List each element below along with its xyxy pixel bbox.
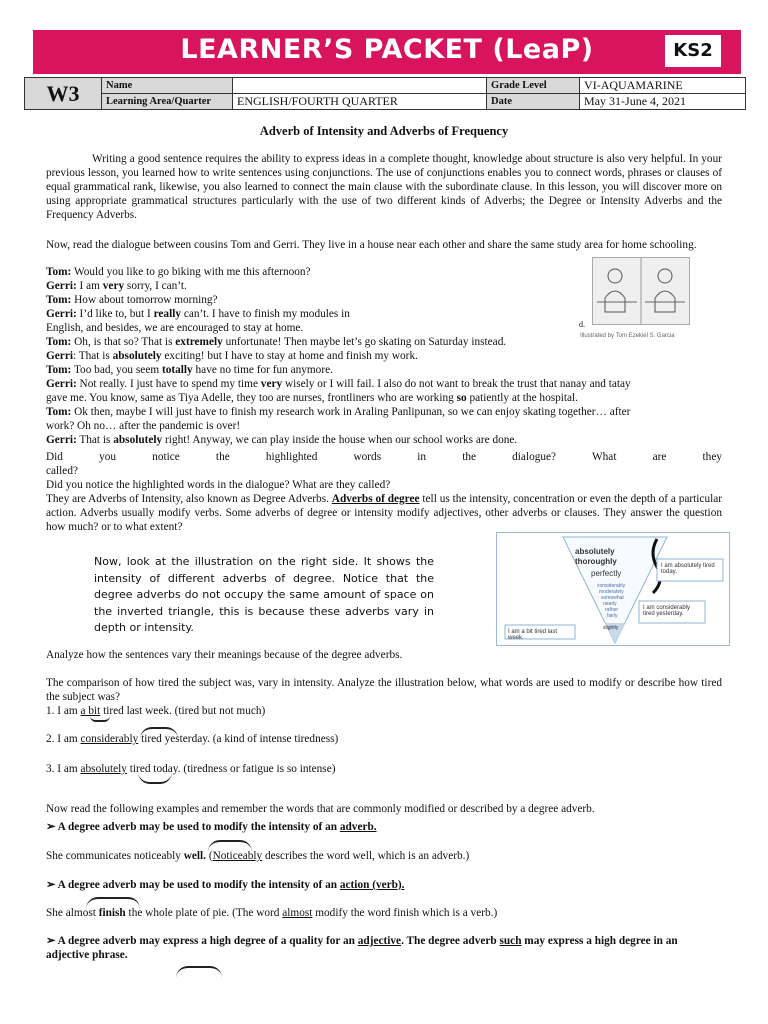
dialogue-line bbox=[46, 293, 218, 307]
analyze-text: Analyze how the sentences vary their meanings because of the degree adverbs. bbox=[46, 649, 403, 661]
dialogue-post: have no time for fun anymore. bbox=[192, 364, 333, 376]
dialogue-line bbox=[46, 433, 517, 447]
example-1 bbox=[46, 849, 469, 863]
dialogue-bold: very bbox=[102, 280, 125, 292]
example-sentence bbox=[46, 704, 265, 718]
grade-label: Grade Level bbox=[487, 78, 580, 94]
dialogue-line bbox=[46, 279, 187, 293]
notice-question-repeat: Did you notice the highlighted words in the dialogue? What are they called? bbox=[46, 479, 391, 491]
def-post: tell us the intensity, concentration or even the depth of a particular action. Adverbs usually modify verbs. Some adverbs of degree or intensity modify adjectives, other adverbs or clauses. They answer the question how much? or to what extent? bbox=[46, 493, 723, 533]
dialogue-post: exciting! but I have to stay at home and finish my work. bbox=[161, 350, 418, 362]
tri-mid-word: rather bbox=[605, 607, 619, 613]
dialogue-line bbox=[46, 405, 630, 419]
example-pre: 3. I am bbox=[46, 763, 81, 775]
adverbs-definition bbox=[46, 492, 722, 534]
dialogue-pre: English, and besides, we are encouraged to stay at home. bbox=[46, 322, 304, 334]
dialogue-speaker: Gerri: bbox=[46, 280, 77, 292]
dialogue-line bbox=[46, 349, 418, 363]
date-label: Date bbox=[487, 94, 580, 110]
dialogue-line bbox=[46, 265, 311, 279]
ex1-pre: She communicates noticeably bbox=[46, 850, 184, 862]
read-dialogue-text: Now, read the dialogue between cousins Tom and Gerri. They live in a house near each other and share the same study area for home schooling. bbox=[46, 239, 697, 251]
rule3-post: may express a high degree in an adjective phrase. bbox=[46, 935, 678, 961]
dialogue-speaker: Tom: bbox=[46, 294, 72, 306]
tri-mid-word: fairly bbox=[607, 613, 618, 619]
dialogue-pre: : That is bbox=[72, 350, 113, 362]
dialogue-speaker: Tom: bbox=[46, 266, 72, 278]
packet-title: LEARNER’S PACKET (LeaP) bbox=[180, 34, 594, 65]
example-sentence bbox=[46, 762, 335, 776]
rule3-pre: ➢ A degree adverb may express a high degree of a quality for an bbox=[46, 935, 358, 947]
area-label: Learning Area/Quarter bbox=[102, 94, 233, 110]
example-adv: absolutely bbox=[80, 763, 127, 775]
dialogue-pre: That is bbox=[76, 434, 114, 446]
tri-box3: I am a bit tired last week. bbox=[508, 629, 558, 641]
example-adv: a bit bbox=[80, 705, 101, 717]
ex1-u: Noticeably bbox=[212, 850, 263, 862]
dialogue-pre: Not really. I just have to spend my time bbox=[76, 378, 261, 390]
dialogue-speaker: Gerri bbox=[46, 350, 73, 362]
tri-mid-word: considerably bbox=[597, 583, 626, 589]
dialogue-bold: totally bbox=[161, 364, 193, 376]
dialogue-pre: gave me. You know, same as Tiya Adelle, they too are nurses, frontliners who are working bbox=[46, 392, 457, 404]
dialogue-post: patiently at the hospital. bbox=[466, 392, 579, 404]
tri-mid-word: nearly bbox=[603, 601, 617, 607]
arc-1 bbox=[90, 716, 110, 722]
example-post: tired today. (tiredness or fatigue is so intense) bbox=[126, 763, 336, 775]
rule-1 bbox=[46, 820, 377, 834]
ks2-badge: KS2 bbox=[665, 35, 721, 67]
rule3-u2: such bbox=[499, 935, 522, 947]
dialogue-speaker: Gerri: bbox=[46, 308, 77, 320]
dialogue-bold: very bbox=[260, 378, 283, 390]
arc-2 bbox=[140, 727, 178, 739]
example-adv: considerably bbox=[80, 733, 139, 745]
dialogue-pre: Would you like to go biking with me this afternoon? bbox=[71, 266, 311, 278]
cousins-illustration bbox=[592, 257, 690, 325]
def-bold: Adverbs of degree bbox=[331, 493, 420, 505]
illus-mark: d. bbox=[579, 320, 585, 329]
now-read-text: Now read the following examples and remember the words that are commonly modified or described by a degree adverb. bbox=[46, 803, 595, 815]
dialogue-pre: work? Oh no… after the pandemic is over! bbox=[46, 420, 241, 432]
rule-3 bbox=[46, 934, 722, 962]
ex1-bold: well. bbox=[183, 850, 207, 862]
dialogue-pre: Too bad, you seem bbox=[71, 364, 162, 376]
tri-top3: perfectly bbox=[591, 569, 622, 578]
rule2-pre: ➢ A degree adverb may be used to modify the intensity of an bbox=[46, 879, 340, 891]
grade-value: VI-AQUAMARINE bbox=[580, 78, 746, 94]
dialogue-line bbox=[46, 307, 350, 321]
tri-mid-word: somewhat bbox=[601, 595, 624, 601]
arc-3 bbox=[138, 772, 172, 784]
dialogue-speaker: Gerri: bbox=[46, 378, 77, 390]
example-post: tired yesterday. (a kind of intense tiredness) bbox=[138, 733, 339, 745]
dialogue-bold: really bbox=[153, 308, 182, 320]
dialogue-pre: I’d like to, but I bbox=[76, 308, 154, 320]
ex2-pre: She almost bbox=[46, 907, 99, 919]
dialogue-line bbox=[46, 335, 506, 349]
dialogue-speaker: Gerri: bbox=[46, 434, 77, 446]
rule3-u: adjective bbox=[357, 935, 402, 947]
dialogue-speaker: Tom: bbox=[46, 406, 72, 418]
rule-2 bbox=[46, 878, 405, 892]
def-pre: They are Adverbs of Intensity, also known as Degree Adverbs. bbox=[46, 493, 332, 505]
tri-box2: I am considerably tired yesterday. bbox=[643, 605, 691, 617]
dialogue-post: unfortunate! Then maybe let’s go skating on Saturday instead. bbox=[222, 336, 507, 348]
tri-bottom: slightly bbox=[603, 625, 619, 631]
example-pre: 2. I am bbox=[46, 733, 81, 745]
tri-box1: I am absolutely tired today. bbox=[661, 563, 715, 575]
dialogue-pre: I am bbox=[76, 280, 103, 292]
dialogue-speaker: Tom: bbox=[46, 364, 72, 376]
ex2-bold: finish bbox=[98, 907, 126, 919]
arc-6 bbox=[176, 966, 222, 978]
ex1-mid: ( bbox=[206, 850, 213, 862]
example-sentence bbox=[46, 732, 338, 746]
dialogue-post: wisely or I will fail. I also do not want to break the trust that nanay and tatay bbox=[282, 378, 631, 390]
dialogue-bold: absolutely bbox=[113, 434, 163, 446]
intro-paragraph: Writing a good sentence requires the ability to express ideas in a complete thought, knowledge about structure is also very helpful. In your previous lesson, you learned how to write sentences using conjunctions. The use of conjunctions enables you to connect words, phrases or clauses of equal grammatical rank, likewise, you also learned to connect the main clause with the subordinate clause. In this lesson, you will discover more on using appropriate grammatical structures particularly with the use of two different kinds of Adverbs; the Degree or Intensity Adverbs and the Frequency Adverbs. bbox=[46, 153, 722, 221]
name-field[interactable] bbox=[233, 78, 487, 94]
example-post: tired last week. (tired but not much) bbox=[100, 705, 266, 717]
rule3-mid: . The degree adverb bbox=[401, 935, 500, 947]
dialogue-post: right! Anyway, we can play inside the house when our school works are done. bbox=[162, 434, 518, 446]
lesson-title: Adverb of Intensity and Adverbs of Frequency bbox=[259, 124, 509, 138]
dialogue-post: can’t. I have to finish my modules in bbox=[181, 308, 350, 320]
dialogue-line bbox=[46, 391, 578, 405]
dialogue-bold: absolutely bbox=[112, 350, 162, 362]
ex2-mid: the whole plate of pie. (The word bbox=[125, 907, 283, 919]
ex1-post: describes the word well, which is an adverb.) bbox=[262, 850, 470, 862]
dialogue-line bbox=[46, 321, 303, 335]
week-label: W3 bbox=[25, 78, 102, 110]
illus-caption: Illustrated by Tom Ezekiel S. Garcia bbox=[580, 333, 675, 339]
tri-top2: thoroughly bbox=[575, 557, 617, 566]
tri-top1: absolutely bbox=[575, 547, 615, 556]
dialogue-speaker: Tom: bbox=[46, 336, 72, 348]
example-2 bbox=[46, 906, 497, 920]
dialogue-pre: How about tomorrow morning? bbox=[71, 294, 218, 306]
dialogue-line bbox=[46, 363, 333, 377]
dialogue-pre: Oh, is that so? That is bbox=[71, 336, 176, 348]
dialogue-post: sorry, I can’t. bbox=[124, 280, 187, 292]
name-label: Name bbox=[102, 78, 233, 94]
ex2-u: almost bbox=[282, 907, 313, 919]
area-value: ENGLISH/FOURTH QUARTER bbox=[233, 94, 487, 110]
rule1-u: adverb. bbox=[339, 821, 377, 833]
degree-triangle-figure bbox=[496, 532, 730, 646]
comparison-text: The comparison of how tired the subject was, vary in intensity. Analyze the illustration below, what words are used to modify or describe how tired the subject was? bbox=[46, 677, 722, 703]
notice-question: Did you notice the highlighted words in the dialogue? What are they called? bbox=[46, 451, 722, 477]
header-banner bbox=[33, 30, 741, 74]
dialogue-line bbox=[46, 419, 240, 433]
rule1-pre: ➢ A degree adverb may be used to modify the intensity of an bbox=[46, 821, 340, 833]
rule2-u: action (verb). bbox=[339, 879, 405, 891]
date-value: May 31-June 4, 2021 bbox=[580, 94, 746, 110]
dialogue-pre: Ok then, maybe I will just have to finish my research work in Araling Panlipunan, so we can enjoy skating together… after bbox=[71, 406, 631, 418]
info-table bbox=[24, 77, 746, 110]
illustration-callout: Now, look at the illustration on the right side. It shows the intensity of different adverbs of degree. Notice that the degree adverbs do not occupy the same amount of space on the inverted triangle, this is because these adverbs vary in depth or intensity. bbox=[94, 555, 434, 634]
dialogue-bold: so bbox=[456, 392, 467, 404]
dialogue-line bbox=[46, 377, 631, 391]
dialogue-bold: extremely bbox=[175, 336, 223, 348]
tri-mid-word: moderately bbox=[599, 589, 624, 595]
ex2-post: modify the word finish which is a verb.) bbox=[312, 907, 498, 919]
example-pre: 1. I am bbox=[46, 705, 81, 717]
